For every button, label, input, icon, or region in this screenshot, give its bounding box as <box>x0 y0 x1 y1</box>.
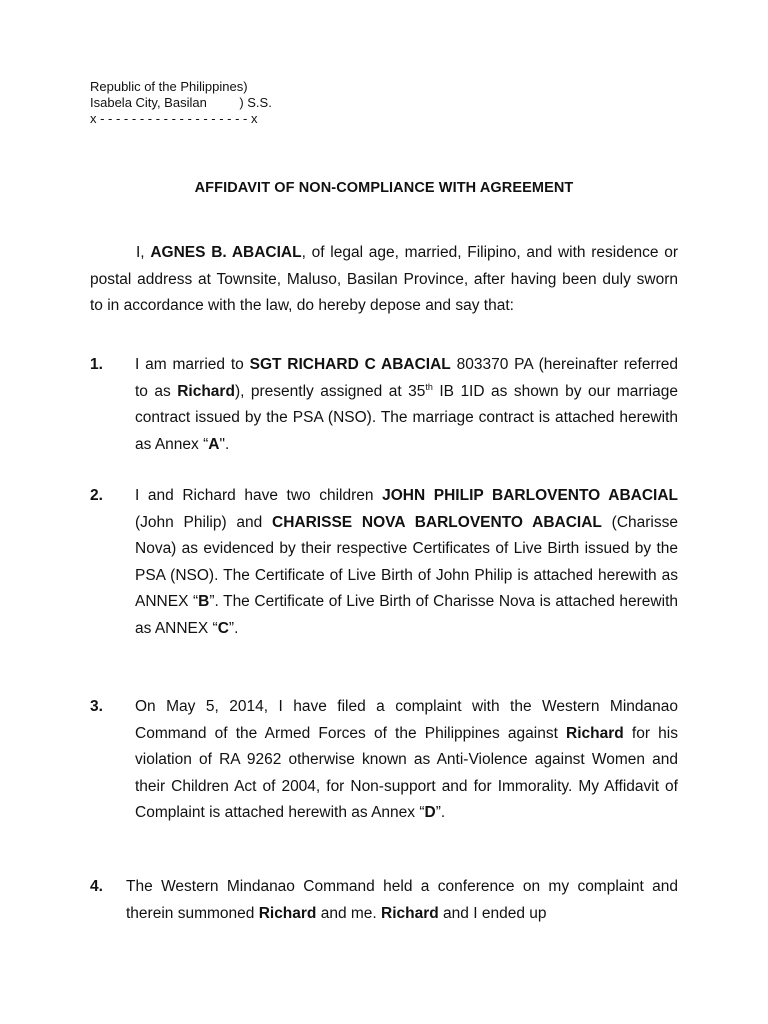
bold-run: Richard <box>177 382 235 400</box>
paragraph-3 <box>90 694 678 827</box>
bold-run: Richard <box>381 904 439 922</box>
text-run: and me. <box>316 904 382 922</box>
paragraph-body <box>135 352 678 458</box>
annex-label: B <box>198 593 210 610</box>
bold-run: Richard <box>566 724 624 742</box>
text-run: ), presently assigned at 35 <box>234 382 426 400</box>
text-run: The Western Mindanao Command held a conference on my complaint and therein summoned <box>126 878 678 922</box>
affiant-name: AGNES B. ABACIAL <box>150 244 302 261</box>
text-run: On May 5, 2014, I have filed a complaint with the Western Mindanao Command of the Armed Forces of the Philippines against <box>135 698 678 742</box>
text-run: (Charisse Nova) as evidenced by their respective Certificates of Live Birth issued by the PSA (NSO). The Certificate of Live Birth of John Philip is attached herewith as ANNEX “ <box>135 513 678 610</box>
paragraph-number: 4. <box>90 878 103 895</box>
intro-paragraph <box>90 240 678 320</box>
husband-name: SGT RICHARD C ABACIAL <box>249 356 451 373</box>
venue-block <box>90 79 272 127</box>
text-run: I am married to <box>135 356 250 373</box>
intro-lead: I, <box>136 244 151 261</box>
text-run: ”. <box>435 804 446 821</box>
text-run: and I ended up <box>438 904 547 922</box>
text-run: ”. The Certificate of Live Birth of Charisse Nova is attached herewith as ANNEX “ <box>135 593 678 637</box>
text-run: IB 1ID as shown by our marriage contract issued by the PSA (NSO). The marriage contract is attached herewith as Annex “ <box>135 382 678 453</box>
text-run: (John Philip) and <box>135 513 273 531</box>
annex-label: C <box>217 619 229 637</box>
child-name: CHARISSE NOVA BARLOVENTO ABACIAL <box>272 513 602 531</box>
venue-line-republic: Republic of the Philippines) <box>90 79 248 94</box>
paragraph-body <box>135 694 678 827</box>
document-title: AFFIDAVIT OF NON-COMPLIANCE WITH AGREEMENT <box>194 180 574 196</box>
paragraph-number: 1. <box>90 356 103 373</box>
text-run: 803370 PA (hereinafter referred to as <box>135 356 679 400</box>
ordinal-suffix: th <box>425 381 433 392</box>
text-run: ”. <box>228 619 239 637</box>
bold-run: Richard <box>258 904 317 922</box>
paragraph-4 <box>90 874 678 927</box>
intro-rest: , of legal age, married, Filipino, and with residence or postal address at Townsite, Maluso, Basilan Province, after having been duly sworn to in accordance with the law, do hereby depose and say that: <box>90 244 678 314</box>
text-run: ". <box>219 435 230 453</box>
child-name: JOHN PHILIP BARLOVENTO ABACIAL <box>382 487 678 504</box>
paragraph-number: 2. <box>90 487 103 504</box>
paragraph-number: 3. <box>90 698 103 715</box>
text-run: I and Richard have two children <box>135 487 383 504</box>
paragraph-1 <box>90 352 678 458</box>
annex-label: A <box>208 435 220 453</box>
annex-label: D <box>424 804 436 821</box>
paragraph-2 <box>90 483 678 642</box>
paragraph-body <box>126 874 678 927</box>
venue-separator: x - - - - - - - - - - - - - - - - - - - x <box>90 111 258 126</box>
venue-line-city: Isabela City, Basilan ) S.S. <box>90 95 272 110</box>
paragraph-body <box>135 483 678 642</box>
text-run: for his violation of RA 9262 otherwise known as Anti-Violence against Women and their Children Act of 2004, for Non-support and for Immorality. My Affidavit of Complaint is attached herewith as Annex “ <box>135 724 678 821</box>
